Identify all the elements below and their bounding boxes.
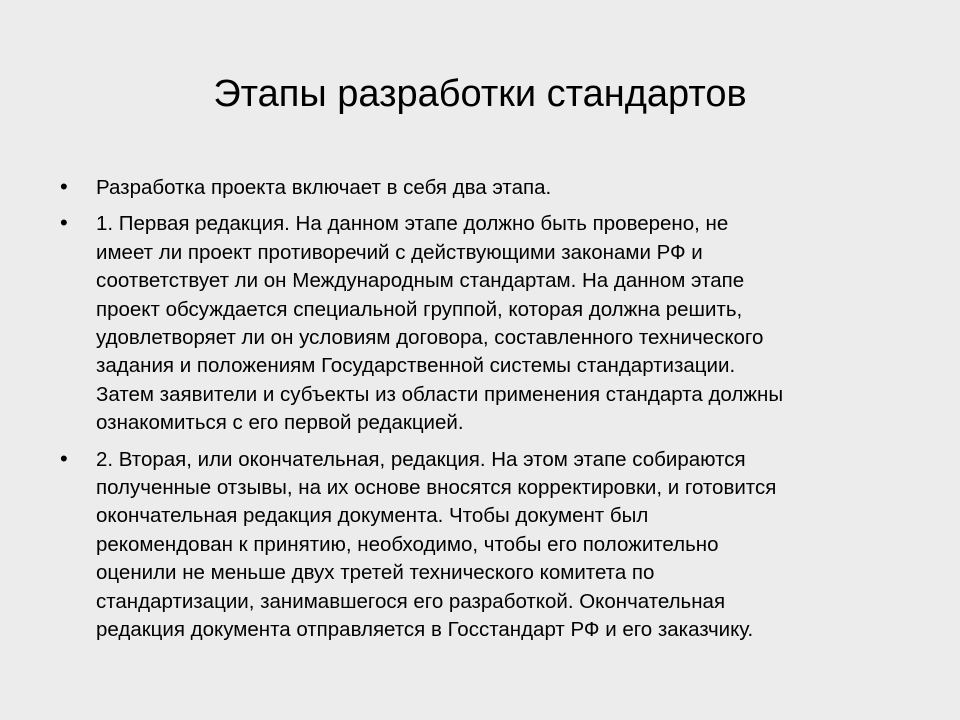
bullet-line: 2. Вторая, или окончательная, редакция. На этом этапе собираются	[96, 447, 746, 471]
bullet-line: проект обсуждается специальной группой, которая должна решить,	[96, 297, 743, 321]
bullet-line: редакция документа отправляется в Госстандарт РФ и его заказчику.	[96, 618, 754, 642]
bullet-dot-icon: •	[60, 210, 68, 236]
bullet-line: Затем заявители и субъекты из области применения стандарта должны	[96, 382, 784, 406]
bullet-line: удовлетворяет ли он условиям договора, составленного технического	[96, 326, 764, 350]
bullet-dot-icon: •	[60, 445, 68, 471]
bullet-line: оценили не меньше двух третей технического комитета по	[96, 561, 655, 585]
bullet-line: ознакомиться с его первой редакцией.	[96, 411, 464, 435]
bullet-line: полученные отзывы, на их основе вносятся корректировки, и готовится	[96, 476, 777, 500]
bullet-line: соответствует ли он Международным стандартам. На данном этапе	[96, 269, 745, 293]
bullet-list	[60, 174, 910, 653]
bullet-dot-icon: •	[60, 174, 68, 199]
bullet-line: задания и положениям Государственной системы стандартизации.	[96, 354, 736, 378]
bullet-line: окончательная редакция документа. Чтобы документ был	[96, 504, 649, 528]
bullet-line: рекомендован к принятию, необходимо, чтобы его положительно	[96, 532, 719, 556]
bullet-item-2	[60, 210, 910, 437]
slide-title: Этапы разработки стандартов	[213, 73, 747, 115]
bullet-item-1	[60, 174, 910, 202]
bullet-line: имеет ли проект противоречий с действующими законами РФ и	[96, 240, 703, 264]
bullet-line: 1. Первая редакция. На данном этапе должно быть проверено, не	[96, 212, 729, 236]
bullet-line: стандартизации, занимавшегося его разработкой. Окончательная	[96, 589, 726, 613]
bullet-item-3	[60, 446, 910, 645]
bullet-line: Разработка проекта включает в себя два этапа.	[96, 176, 552, 199]
